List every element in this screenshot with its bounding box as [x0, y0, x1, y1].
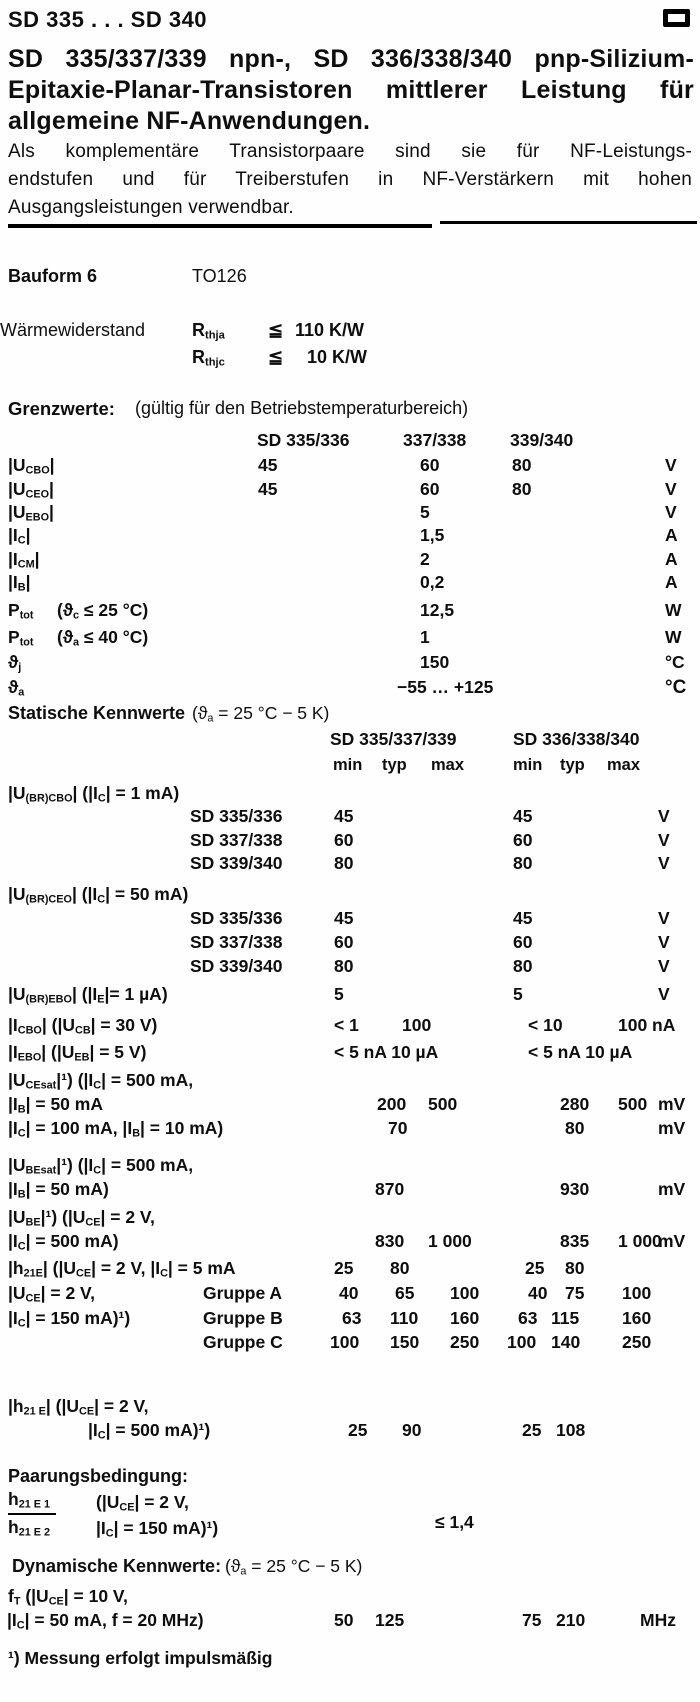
- value-cell: 125: [375, 1610, 405, 1630]
- column-group-header: SD 335/337/339: [330, 729, 457, 749]
- value-cell: 2: [420, 549, 430, 569]
- table-row: [0, 1283, 700, 1306]
- unit-cell: mV: [658, 1118, 686, 1138]
- type-cell: SD 339/340: [190, 956, 283, 976]
- value-cell: 80: [334, 956, 354, 976]
- table-row: [0, 1586, 700, 1609]
- symbol-cell: $|I_C|$: [8, 525, 31, 547]
- parameter-cell: $|I_B| = 50$ mA): [8, 1179, 109, 1201]
- subtitle-line: allgemeine NF-Anwendungen.: [8, 107, 371, 135]
- value-cell: 45: [334, 908, 354, 928]
- value-cell: 1,5: [420, 525, 445, 545]
- thermal-symbol: $R_{thjc}$: [192, 347, 225, 369]
- value-cell: 100: [450, 1283, 480, 1303]
- document-box-icon: [663, 9, 690, 27]
- parameter-cell: $|h_{21E}|$ ($|U_{CE}| = 2$ V, $|I_C| = 5$ mA: [8, 1258, 236, 1280]
- package-type: TO126: [192, 266, 247, 286]
- parameter-cell: $|I_C| = 50$ mA, f = 20 MHz): [7, 1610, 204, 1632]
- package-row: [0, 266, 700, 289]
- value-cell: 150: [420, 652, 450, 672]
- fraction-numerator: $h_{21 E 1}$: [8, 1489, 56, 1515]
- value-cell: 80: [513, 853, 533, 873]
- value-cell: 160: [450, 1308, 480, 1328]
- table-row: [0, 1332, 700, 1355]
- condition-cell: $|I_C| = 150$ mA)¹): [96, 1518, 219, 1540]
- column-header: min: [513, 756, 543, 774]
- table-row: [0, 652, 700, 675]
- symbol-cell: $ϑ_j$: [8, 652, 22, 674]
- table-row: [0, 853, 700, 876]
- value-cell: 60: [334, 830, 354, 850]
- symbol-cell: $P_{tot}$: [8, 627, 34, 649]
- parameter-cell: $|I_{EBO}|$ ($|U_{EB}| = 5$ V): [8, 1042, 147, 1064]
- pairing-value-row: [0, 1512, 700, 1535]
- value-cell: 80: [512, 479, 532, 499]
- unit-cell: V: [658, 932, 670, 952]
- table-row: [0, 806, 700, 829]
- table-row: [0, 1231, 700, 1254]
- table-row: [0, 549, 700, 572]
- table-row: [0, 572, 700, 595]
- condition-cell: ($ϑ_c \le 25$ °C): [57, 600, 149, 622]
- value-cell: 150: [390, 1332, 420, 1352]
- value-cell: 80: [565, 1258, 585, 1278]
- limits-heading-note: (gültig für den Betriebstemperaturbereich): [135, 398, 469, 418]
- parameter-cell: $|I_C| = 500$ mA): [8, 1231, 119, 1253]
- parameter-cell: $|U_{CEsat}|^1$) ($|I_C| = 500$ mA,: [8, 1070, 194, 1092]
- table-row: [0, 627, 700, 650]
- unit-cell: W: [665, 600, 682, 620]
- value-cell: 40: [528, 1283, 548, 1303]
- value-cell: 45: [513, 806, 533, 826]
- limits-column-headers: [0, 430, 700, 453]
- table-row: [0, 479, 700, 502]
- value-cell: 60: [420, 479, 440, 499]
- thermal-row: [0, 347, 700, 370]
- symbol-cell: $|U_{EBO}|$: [8, 502, 54, 524]
- value-cell: < 5 nA 10 µA: [528, 1042, 633, 1062]
- value-cell: 63: [518, 1308, 538, 1328]
- value-cell: 65: [395, 1283, 415, 1303]
- value-cell: 70: [388, 1118, 408, 1138]
- pairing-heading-label: Paarungsbedingung:: [8, 1466, 188, 1486]
- thermal-symbol: $R_{thja}$: [192, 320, 225, 342]
- table-row: [0, 1179, 700, 1202]
- unit-cell: mV: [658, 1094, 686, 1114]
- value-cell: 250: [450, 1332, 480, 1352]
- value-cell: 200: [377, 1094, 407, 1114]
- value-cell: ≤ 1,4: [435, 1512, 474, 1532]
- symbol-cell: $|I_{CM}|$: [8, 549, 40, 571]
- value-cell: 45: [334, 806, 354, 826]
- table-row: [0, 1396, 700, 1419]
- unit-cell: W: [665, 627, 682, 647]
- table-row: [0, 1258, 700, 1281]
- symbol-cell: $|U_{CBO}|$: [8, 455, 55, 477]
- value-cell: 115: [551, 1308, 580, 1328]
- table-row: [0, 1155, 700, 1178]
- value-cell: 100: [402, 1015, 432, 1035]
- thermal-value: 10 K/W: [307, 347, 368, 367]
- table-row: [0, 783, 700, 806]
- unit-cell: mV: [658, 1231, 686, 1251]
- value-cell: 160: [622, 1308, 652, 1328]
- value-cell: < 10: [528, 1015, 563, 1035]
- type-cell: SD 339/340: [190, 853, 283, 873]
- subtitle-line: SD 335/337/339 npn-, SD 336/338/340 pnp-Silizium-: [8, 45, 694, 73]
- dynamics-heading: [0, 1556, 700, 1579]
- statics-heading-note: ($ϑ_a = 25$ °C − 5 K): [192, 703, 330, 725]
- value-cell: 835: [560, 1231, 590, 1251]
- parameter-cell: $|I_{CBO}|$ ($|U_{CB}| = 30$ V): [8, 1015, 158, 1037]
- table-row: [0, 502, 700, 525]
- thermal-label: Wärmewiderstand: [0, 320, 146, 340]
- value-cell: 25: [348, 1420, 368, 1440]
- unit-cell: V: [658, 908, 670, 928]
- value-cell: 1: [420, 627, 430, 647]
- value-cell: 12,5: [420, 600, 455, 620]
- group-cell: Gruppe A: [203, 1283, 283, 1303]
- value-cell: 80: [565, 1118, 585, 1138]
- value-cell: 5: [334, 984, 344, 1004]
- value-cell: 280: [560, 1094, 590, 1114]
- footnote: [0, 1648, 700, 1671]
- table-row: [0, 984, 700, 1007]
- type-cell: SD 337/338: [190, 830, 283, 850]
- value-cell: 60: [420, 455, 440, 475]
- statics-subcolumn-headers: [0, 756, 700, 779]
- parameter-cell: $|U_{CE}| = 2$ V,: [8, 1283, 95, 1305]
- column-header: max: [431, 756, 465, 774]
- symbol-cell: $|I_B|$: [8, 572, 31, 594]
- symbol-cell: $|U_{CEO}|$: [8, 479, 54, 501]
- unit-cell: MHz: [640, 1610, 676, 1630]
- value-cell: 100: [330, 1332, 360, 1352]
- parameter-cell: $|U_{(BR)CBO}|$ ($|I_C| = 1$ mA): [8, 783, 180, 805]
- value-cell: 50: [334, 1610, 354, 1630]
- value-cell: 100: [507, 1332, 537, 1352]
- table-row: [0, 956, 700, 979]
- thermal-row: [0, 320, 700, 343]
- column-group-header: SD 336/338/340: [513, 729, 640, 749]
- value-cell: 45: [513, 908, 533, 928]
- unit-cell: V: [658, 956, 670, 976]
- subtitle-line: Epitaxie-Planar-Transistoren mittlerer Leistung für: [8, 76, 694, 104]
- value-cell: 108: [556, 1420, 586, 1440]
- intro-paragraph: [8, 138, 692, 222]
- value-cell: 25: [522, 1420, 542, 1440]
- fraction-denominator: $h_{21 E 2}$: [8, 1516, 51, 1539]
- table-row: [0, 1042, 700, 1065]
- value-cell: < 5 nA 10 µA: [334, 1042, 439, 1062]
- footnote-text: ¹) Messung erfolgt impulsmäßig: [8, 1648, 273, 1668]
- symbol-cell: $ϑ_a$: [8, 677, 25, 699]
- table-row: [0, 1015, 700, 1038]
- column-header: 339/340: [510, 430, 574, 450]
- value-cell: 80: [513, 956, 533, 976]
- parameter-cell: $|I_C| = 100$ mA, $|I_B| = 10$ mA): [8, 1118, 224, 1140]
- table-row: [0, 1207, 700, 1230]
- unit-cell: V: [665, 455, 677, 475]
- value-cell: 80: [512, 455, 532, 475]
- table-row: [0, 1118, 700, 1141]
- type-cell: SD 335/336: [190, 806, 283, 826]
- value-cell: 5: [420, 502, 430, 522]
- value-cell: 1 000: [618, 1231, 662, 1251]
- value-cell: 60: [513, 830, 533, 850]
- table-row: [0, 1420, 700, 1443]
- value-cell: 60: [513, 932, 533, 952]
- thermal-relation: ≦: [268, 347, 284, 367]
- value-cell: 75: [565, 1283, 585, 1303]
- value-cell: 25: [525, 1258, 545, 1278]
- unit-cell: °C: [665, 677, 687, 698]
- statics-heading-label: Statische Kennwerte: [8, 703, 186, 723]
- value-cell: 63: [342, 1308, 362, 1328]
- value-cell: 45: [258, 479, 278, 499]
- value-cell: 45: [258, 455, 278, 475]
- table-row: [0, 525, 700, 548]
- table-row: [0, 884, 700, 907]
- parameter-cell: $|I_C| = 500$ mA)¹): [88, 1420, 211, 1442]
- column-header: typ: [382, 756, 407, 774]
- value-cell: 40: [339, 1283, 359, 1303]
- unit-cell: V: [665, 502, 677, 522]
- value-cell: 5: [513, 984, 523, 1004]
- table-row: [0, 932, 700, 955]
- pairing-heading: [0, 1466, 700, 1489]
- value-cell: < 1: [334, 1015, 359, 1035]
- unit-cell: mV: [658, 1179, 686, 1199]
- value-cell: 90: [402, 1420, 422, 1440]
- value-cell: 210: [556, 1610, 586, 1630]
- parameter-cell: $|h_{21 E}|$ ($|U_{CE}| = 2$ V,: [8, 1396, 149, 1418]
- symbol-cell: $P_{tot}$: [8, 600, 34, 622]
- thermal-value: 110 K/W: [295, 320, 365, 340]
- table-row: [0, 600, 700, 623]
- unit-cell: V: [658, 853, 670, 873]
- parameter-cell: $|I_C| = 150$ mA)¹): [8, 1308, 131, 1330]
- subtitle: [8, 44, 694, 137]
- column-header: SD 335/336: [257, 430, 350, 450]
- limits-heading: [0, 398, 700, 421]
- intro-line: endstufen und für Treiberstufen in NF-Verstärkern mit hohen: [8, 169, 692, 190]
- unit-cell: V: [658, 984, 670, 1004]
- parameter-cell: $|U_{(BR)CEO}|$ ($|I_C| = 50$ mA): [8, 884, 189, 906]
- value-cell: 100: [622, 1283, 652, 1303]
- value-cell: 0,2: [420, 572, 445, 592]
- dynamics-heading-label: Dynamische Kennwerte:: [12, 1556, 222, 1576]
- table-row: [0, 1610, 700, 1633]
- table-row: [0, 908, 700, 931]
- intro-line: Ausgangsleistungen verwendbar.: [8, 197, 294, 218]
- page-title: SD 335 . . . SD 340: [8, 7, 208, 32]
- value-cell: 75: [522, 1610, 542, 1630]
- parameter-cell: $f_T$ ($|U_{CE}| = 10$ V,: [8, 1586, 128, 1608]
- column-header: typ: [560, 756, 585, 774]
- table-row: [0, 1094, 700, 1117]
- table-row: [0, 830, 700, 853]
- unit-cell: A: [665, 572, 678, 592]
- value-cell: 25: [334, 1258, 354, 1278]
- table-row: [0, 455, 700, 478]
- column-header: 337/338: [403, 430, 467, 450]
- value-cell: 110: [390, 1308, 419, 1328]
- unit-cell: A: [665, 525, 678, 545]
- package-bauform: Bauform 6: [8, 266, 98, 286]
- divider-right: [440, 221, 697, 224]
- condition-cell: ($ϑ_a \le 40$ °C): [57, 627, 149, 649]
- column-header: min: [333, 756, 363, 774]
- limits-heading-label: Grenzwerte:: [8, 398, 115, 419]
- value-cell: 1 000: [428, 1231, 472, 1251]
- value-cell: 250: [622, 1332, 652, 1352]
- table-row: [0, 1308, 700, 1331]
- table-row: [0, 1070, 700, 1093]
- parameter-cell: $|U_{BE}|^1$) ($|U_{CE}| = 2$ V,: [8, 1207, 155, 1229]
- group-cell: Gruppe B: [203, 1308, 283, 1328]
- unit-cell: A: [665, 549, 678, 569]
- value-cell: 830: [375, 1231, 405, 1251]
- table-row: [0, 677, 700, 700]
- dynamics-heading-note: ($ϑ_a = 25$ °C − 5 K): [225, 1556, 363, 1578]
- type-cell: SD 337/338: [190, 932, 283, 952]
- value-cell: 500: [428, 1094, 458, 1114]
- value-cell: 80: [390, 1258, 410, 1278]
- value-cell: 140: [551, 1332, 581, 1352]
- value-cell: 500: [618, 1094, 648, 1114]
- value-cell: 60: [334, 932, 354, 952]
- statics-group-headers: [0, 729, 700, 752]
- intro-line: Als komplementäre Transistorpaare sind sie für NF-Leistungs-: [8, 141, 692, 162]
- column-header: max: [607, 756, 641, 774]
- value-cell: −55 … +125: [397, 677, 494, 697]
- value-cell: 80: [334, 853, 354, 873]
- parameter-cell: $|I_B| = 50$ mA: [8, 1094, 103, 1116]
- group-cell: Gruppe C: [203, 1332, 283, 1352]
- statics-heading: [0, 703, 700, 726]
- unit-cell: V: [665, 479, 677, 499]
- parameter-cell: $|U_{(BR)EBO}|$ ($|I_E|= 1$ µA): [8, 984, 168, 1006]
- value-cell: 870: [375, 1179, 405, 1199]
- unit-cell: V: [658, 806, 670, 826]
- parameter-cell: $|U_{BEsat}|^1$) ($|I_C| = 500$ mA,: [8, 1155, 194, 1177]
- condition-cell: ($|U_{CE}| = 2$ V,: [96, 1492, 189, 1514]
- value-cell: 930: [560, 1179, 590, 1199]
- type-cell: SD 335/336: [190, 908, 283, 928]
- divider-left: [8, 224, 432, 228]
- thermal-relation: ≦: [268, 320, 284, 340]
- value-cell: 100 nA: [618, 1015, 676, 1035]
- unit-cell: °C: [665, 652, 685, 672]
- unit-cell: V: [658, 830, 670, 850]
